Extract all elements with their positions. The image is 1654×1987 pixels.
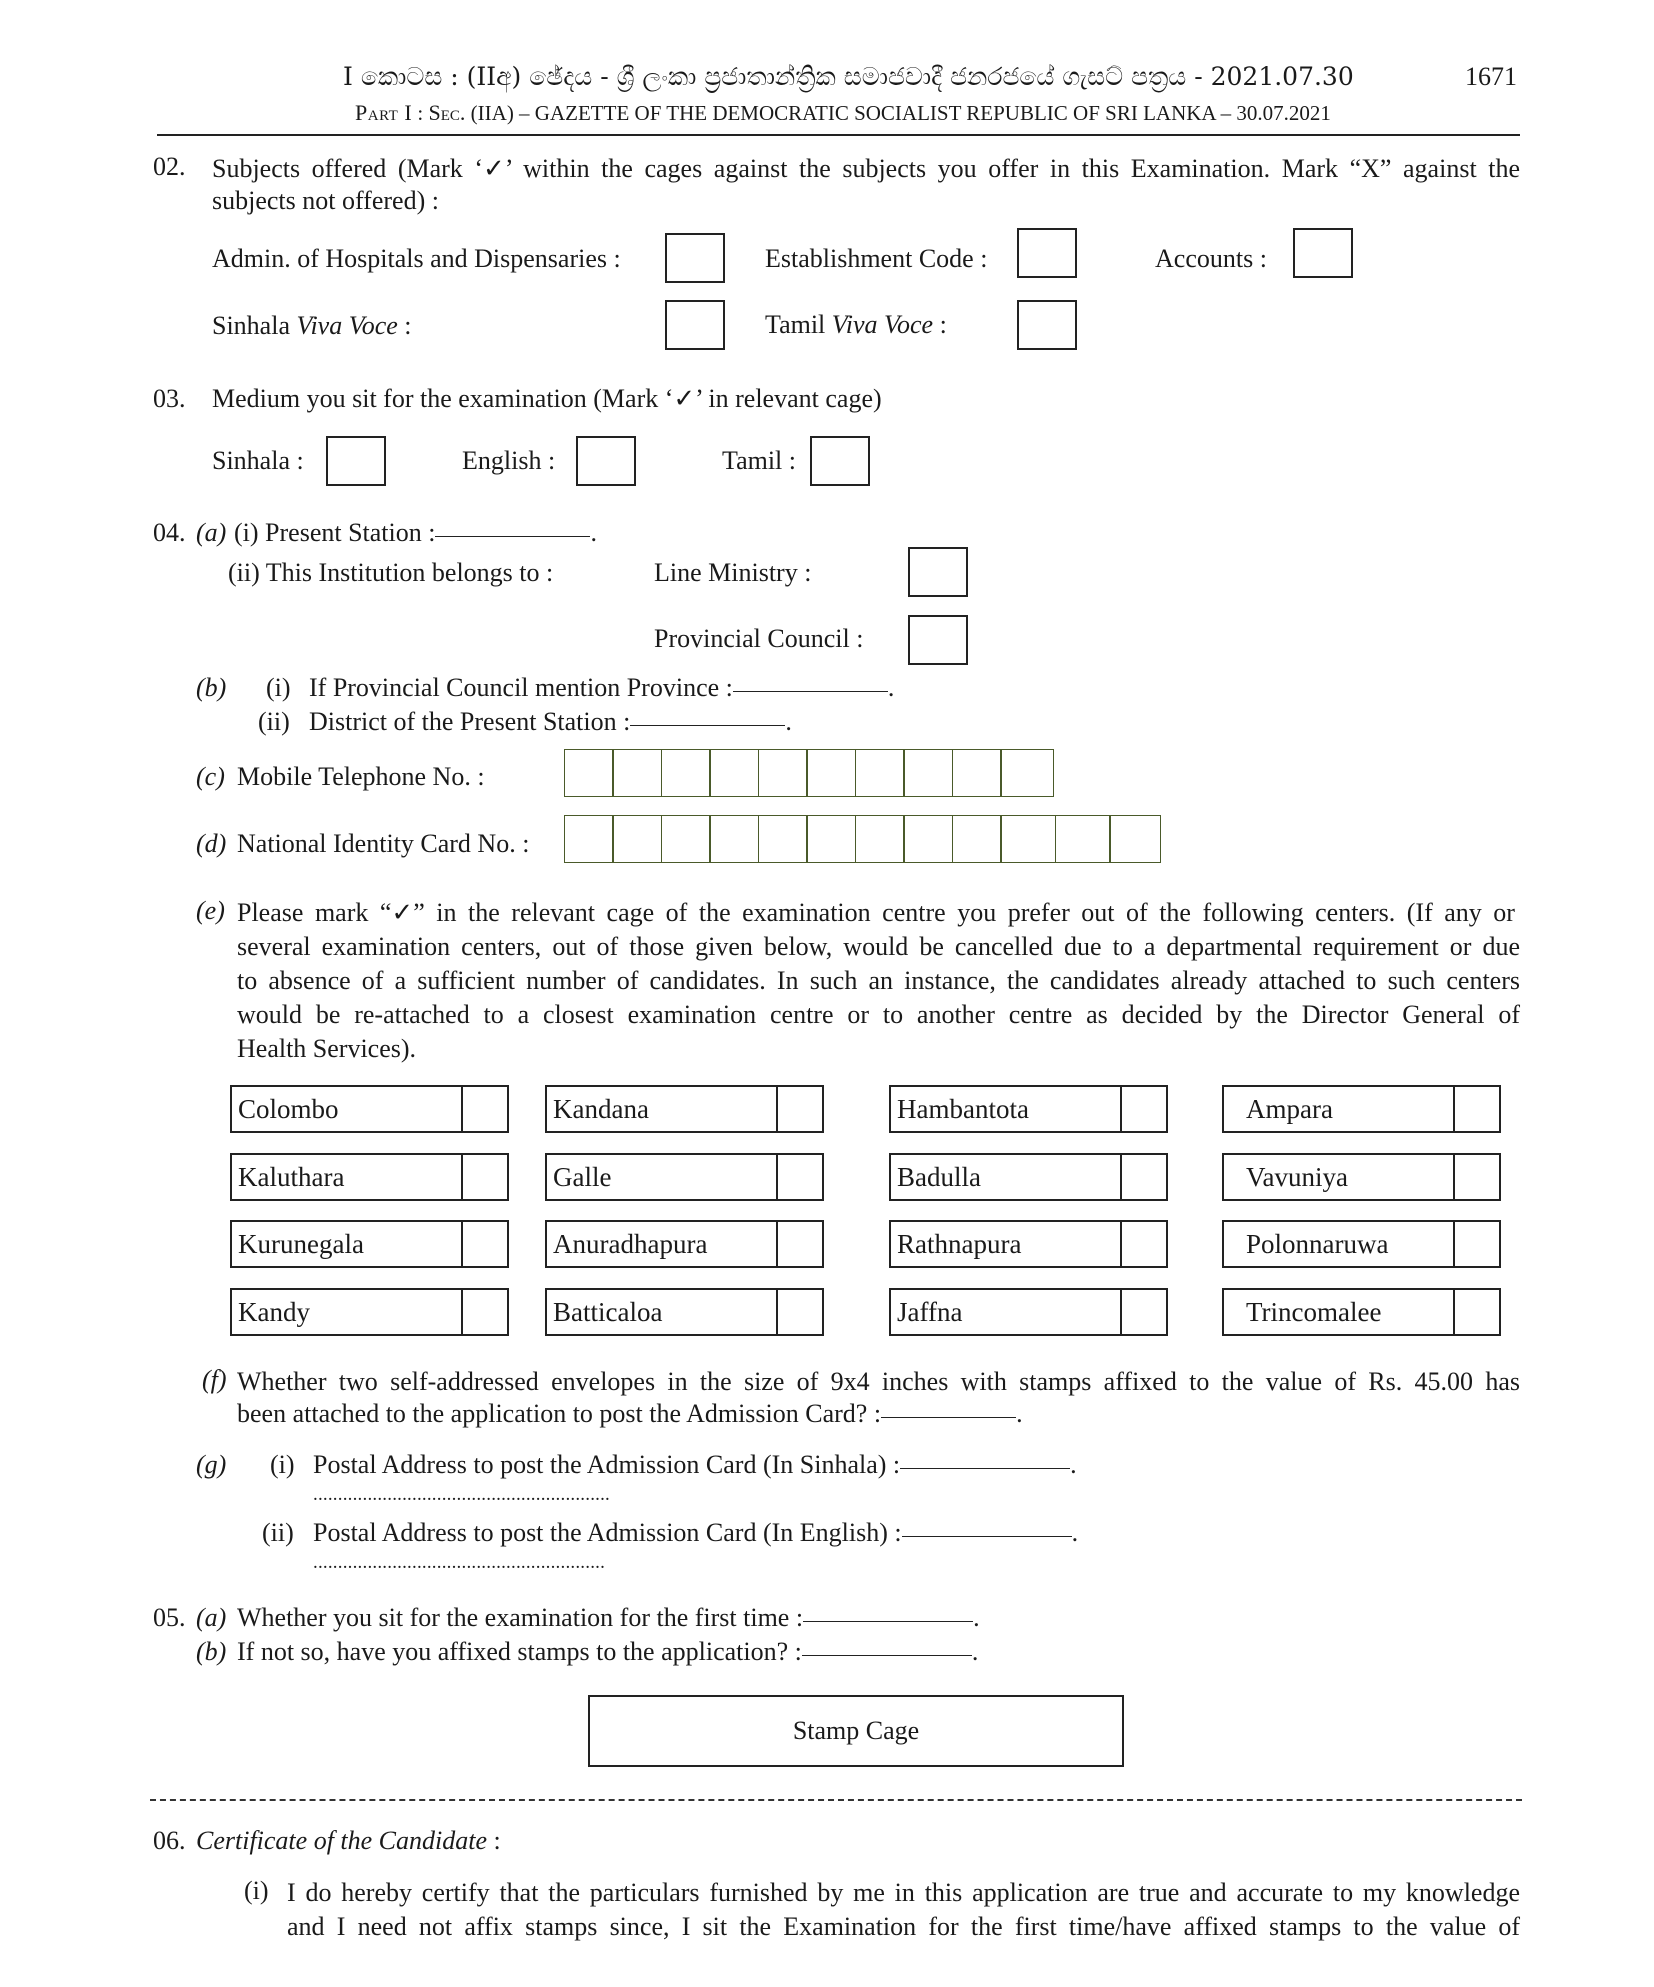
centre-checkbox[interactable] bbox=[463, 1290, 507, 1334]
centre-checkbox[interactable] bbox=[1455, 1087, 1499, 1131]
centre-checkbox[interactable] bbox=[1455, 1155, 1499, 1199]
address-english-dots[interactable]: ........................................................... bbox=[313, 1552, 606, 1573]
centre-name: Anuradhapura bbox=[547, 1222, 778, 1266]
s06-i-line1: I do hereby certify that the particulars furnished by me in this application are true and accurate to my knowledge bbox=[287, 1878, 1520, 1907]
header-english-line bbox=[355, 100, 1331, 126]
address-sinhala-dots[interactable]: ............................................................ bbox=[313, 1484, 610, 1505]
checkbox-medium-english[interactable] bbox=[576, 436, 636, 486]
centre-checkbox[interactable] bbox=[778, 1222, 822, 1266]
s04-b-i bbox=[309, 673, 894, 703]
nic-digit-cell[interactable] bbox=[1109, 815, 1161, 863]
header-sec: Sec. bbox=[428, 100, 466, 125]
centre-name: Jaffna bbox=[891, 1290, 1122, 1334]
e-line-1: Please mark “✓” in the relevant cage of the examination centre you prefer out of the following centers. (If any or bbox=[237, 898, 1515, 927]
nic-digit-cell[interactable] bbox=[564, 815, 614, 863]
centre-checkbox[interactable] bbox=[778, 1290, 822, 1334]
centre-name: Kandy bbox=[232, 1290, 463, 1334]
s02-line1: Subjects offered (Mark ‘✓’ within the cages against the subjects you offer in this Examination. Mark “X” against the bbox=[212, 154, 1520, 183]
viva-voce-word: Viva Voce bbox=[296, 311, 398, 340]
label-line-ministry: Line Ministry : bbox=[654, 558, 812, 587]
nic-digit-cell[interactable] bbox=[612, 815, 662, 863]
s04-b-label: (b) bbox=[196, 673, 227, 702]
s03-number: 03. bbox=[153, 384, 186, 413]
centre-name: Colombo bbox=[232, 1087, 463, 1131]
checkbox-establishment-code[interactable] bbox=[1017, 228, 1077, 278]
s04-f-label: (f) bbox=[202, 1365, 227, 1394]
colon: : bbox=[404, 311, 412, 340]
nic-digit-cell[interactable] bbox=[758, 815, 808, 863]
centre-checkbox[interactable] bbox=[1455, 1222, 1499, 1266]
period: . bbox=[1071, 1518, 1079, 1547]
centre-name: Kaluthara bbox=[232, 1155, 463, 1199]
centre-name: Polonnaruwa bbox=[1224, 1222, 1455, 1266]
header-colon: : bbox=[417, 101, 424, 125]
checkbox-medium-tamil[interactable] bbox=[810, 436, 870, 486]
centre-checkbox[interactable] bbox=[1455, 1290, 1499, 1334]
district-label: District of the Present Station : bbox=[309, 707, 631, 736]
label-provincial-council: Provincial Council : bbox=[654, 624, 864, 653]
label-tamil-viva bbox=[765, 310, 947, 340]
s04-a-ii: (ii) This Institution belongs to : bbox=[228, 558, 554, 587]
centre-checkbox[interactable] bbox=[463, 1222, 507, 1266]
mobile-digit-cell[interactable] bbox=[806, 749, 856, 797]
header-part: Part I bbox=[355, 100, 413, 125]
centre-anuradhapura[interactable] bbox=[545, 1220, 824, 1268]
header-rule bbox=[157, 134, 1520, 136]
s04-b-ii-num: (ii) bbox=[258, 707, 290, 736]
centre-kandy[interactable] bbox=[230, 1288, 509, 1336]
s06-number: 06. bbox=[153, 1826, 186, 1855]
s04-c-label: (c) bbox=[196, 762, 225, 791]
centre-kurunegala[interactable] bbox=[230, 1220, 509, 1268]
s05-b-label: (b) bbox=[196, 1637, 227, 1666]
centre-ampara[interactable] bbox=[1222, 1085, 1501, 1133]
period: . bbox=[973, 1603, 980, 1632]
nic-digit-cell[interactable] bbox=[806, 815, 856, 863]
checkbox-accounts[interactable] bbox=[1293, 228, 1353, 278]
district-blank[interactable] bbox=[630, 725, 785, 726]
nic-digit-cell[interactable] bbox=[709, 815, 759, 863]
page-number: 1671 bbox=[1465, 62, 1517, 91]
centre-checkbox[interactable] bbox=[463, 1087, 507, 1131]
f-line-2 bbox=[237, 1399, 1023, 1429]
centre-name: Galle bbox=[547, 1155, 778, 1199]
nic-digit-cell[interactable] bbox=[855, 815, 905, 863]
nic-digit-cell[interactable] bbox=[1055, 815, 1111, 863]
province-label: If Provincial Council mention Province : bbox=[309, 673, 733, 702]
colon: : bbox=[493, 1826, 501, 1855]
centre-checkbox[interactable] bbox=[778, 1155, 822, 1199]
period: . bbox=[1016, 1399, 1023, 1428]
address-english-label: Postal Address to post the Admission Card (In English) : bbox=[313, 1518, 902, 1547]
checkbox-line-ministry[interactable] bbox=[908, 547, 968, 597]
s04-g-label: (g) bbox=[196, 1450, 227, 1479]
mobile-digit-cell[interactable] bbox=[564, 749, 614, 797]
s06-title bbox=[196, 1826, 501, 1856]
s04-e-label: (e) bbox=[196, 896, 225, 925]
mobile-digit-cell[interactable] bbox=[952, 749, 1002, 797]
e-line-2: several examination centers, out of those given below, would be cancelled due to a departmental requirement or due bbox=[237, 932, 1520, 961]
s05-a-line bbox=[237, 1603, 980, 1633]
s05-a-label: (a) bbox=[196, 1603, 227, 1632]
first-time-blank[interactable] bbox=[803, 1621, 973, 1622]
s06-i-line2: and I need not affix stamps since, I sit the Examination for the first time/have affixed stamps to the value of bbox=[287, 1912, 1520, 1941]
centre-checkbox[interactable] bbox=[1122, 1087, 1166, 1131]
checkbox-provincial-council[interactable] bbox=[908, 615, 968, 665]
s04-number: 04. bbox=[153, 518, 186, 547]
centre-polonnaruwa[interactable] bbox=[1222, 1220, 1501, 1268]
centre-checkbox[interactable] bbox=[1122, 1155, 1166, 1199]
mobile-digit-cell[interactable] bbox=[661, 749, 711, 797]
centre-name: Batticaloa bbox=[547, 1290, 778, 1334]
mobile-digit-cell[interactable] bbox=[612, 749, 662, 797]
centre-name: Hambantota bbox=[891, 1087, 1122, 1131]
s04-a-i bbox=[234, 518, 597, 548]
checkbox-admin-hospitals[interactable] bbox=[665, 233, 725, 283]
f-line-1: Whether two self-addressed envelopes in the size of 9x4 inches with stamps affixed to the value of Rs. 45.00 has bbox=[237, 1367, 1520, 1396]
centre-rathnapura[interactable] bbox=[889, 1220, 1168, 1268]
nic-digit-cell[interactable] bbox=[903, 815, 953, 863]
s03-line: Medium you sit for the examination (Mark ‘✓’ in relevant cage) bbox=[212, 384, 882, 413]
centre-name: Vavuniya bbox=[1224, 1155, 1455, 1199]
stamp-cage[interactable] bbox=[588, 1695, 1124, 1767]
centre-colombo[interactable] bbox=[230, 1085, 509, 1133]
centre-name: Badulla bbox=[891, 1155, 1122, 1199]
s06-i-num: (i) bbox=[244, 1876, 269, 1905]
e-line-5: Health Services). bbox=[237, 1034, 417, 1063]
checkbox-sinhala-viva[interactable] bbox=[665, 300, 725, 350]
centre-name: Trincomalee bbox=[1224, 1290, 1455, 1334]
s05-number: 05. bbox=[153, 1603, 186, 1632]
label-medium-sinhala: Sinhala : bbox=[212, 446, 304, 475]
period: . bbox=[1070, 1450, 1077, 1479]
centre-jaffna[interactable] bbox=[889, 1288, 1168, 1336]
label-medium-english: English : bbox=[462, 446, 556, 475]
label-establishment-code: Establishment Code : bbox=[765, 244, 988, 273]
address-english-blank[interactable] bbox=[902, 1536, 1072, 1537]
label-admin-hospitals: Admin. of Hospitals and Dispensaries : bbox=[212, 244, 621, 273]
checkbox-medium-sinhala[interactable] bbox=[326, 436, 386, 486]
sinhala-word: Sinhala bbox=[212, 311, 290, 340]
label-medium-tamil: Tamil : bbox=[722, 446, 797, 475]
mobile-digit-cell[interactable] bbox=[903, 749, 953, 797]
stamps-question: If not so, have you affixed stamps to the application? : bbox=[237, 1637, 802, 1666]
centre-checkbox[interactable] bbox=[1122, 1290, 1166, 1334]
present-station-label: (i) Present Station : bbox=[234, 518, 436, 547]
e-line-3: to absence of a sufficient number of candidates. In such an instance, the candidates already attached to such centers bbox=[237, 966, 1520, 995]
s02-number: 02. bbox=[153, 152, 186, 181]
stamps-blank[interactable] bbox=[802, 1655, 972, 1656]
header-rest: (IIA) – GAZETTE OF THE DEMOCRATIC SOCIALIST REPUBLIC OF SRI LANKA – 30.07.2021 bbox=[470, 101, 1331, 125]
s05-b-line bbox=[237, 1637, 978, 1667]
centre-checkbox[interactable] bbox=[1122, 1222, 1166, 1266]
mobile-digit-cell[interactable] bbox=[855, 749, 905, 797]
nic-digit-cell[interactable] bbox=[661, 815, 711, 863]
centre-galle[interactable] bbox=[545, 1153, 824, 1201]
nic-digit-cell[interactable] bbox=[1000, 815, 1056, 863]
s02-line2: subjects not offered) : bbox=[212, 186, 439, 215]
centre-kaluthara[interactable] bbox=[230, 1153, 509, 1201]
nic-label: National Identity Card No. : bbox=[237, 829, 530, 858]
label-sinhala-viva bbox=[212, 311, 412, 341]
envelope-blank[interactable] bbox=[881, 1417, 1016, 1418]
stamp-cage-label: Stamp Cage bbox=[792, 1716, 920, 1745]
s04-b-ii bbox=[309, 707, 792, 737]
mobile-number-grid[interactable] bbox=[565, 749, 1054, 797]
header-sinhala-line: I කොටස : (IIඅ) ඡේදය - ශ්‍රී ලංකා ප්‍රජාතාන්ත්‍රික සමාජවාදී ජනරජයේ ගැසට් පත්‍රය - 2021.07.30 bbox=[343, 62, 1354, 91]
s04-g-i-num: (i) bbox=[270, 1450, 295, 1479]
mobile-digit-cell[interactable] bbox=[758, 749, 808, 797]
period: . bbox=[971, 1637, 979, 1666]
envelope-question: been attached to the application to post the Admission Card? : bbox=[237, 1399, 882, 1428]
centre-name: Kandana bbox=[547, 1087, 778, 1131]
centre-trincomalee[interactable] bbox=[1222, 1288, 1501, 1336]
centre-vavuniya[interactable] bbox=[1222, 1153, 1501, 1201]
colon: : bbox=[939, 310, 947, 339]
g-i-line bbox=[313, 1450, 1077, 1480]
s04-a-label: (a) bbox=[196, 518, 227, 547]
centre-name: Kurunegala bbox=[232, 1222, 463, 1266]
centre-checkbox[interactable] bbox=[463, 1155, 507, 1199]
mobile-label: Mobile Telephone No. : bbox=[237, 762, 485, 791]
period: . bbox=[590, 518, 597, 547]
period: . bbox=[785, 707, 792, 736]
viva-voce-word: Viva Voce bbox=[831, 310, 934, 339]
present-station-blank[interactable] bbox=[435, 536, 590, 537]
mobile-digit-cell[interactable] bbox=[1000, 749, 1054, 797]
centre-name: Rathnapura bbox=[891, 1222, 1122, 1266]
first-time-question: Whether you sit for the examination for the first time : bbox=[237, 1603, 804, 1632]
g-ii-line bbox=[313, 1518, 1078, 1548]
mobile-digit-cell[interactable] bbox=[709, 749, 759, 797]
e-line-4: would be re-attached to a closest examination centre or to another centre as decided by the Director General of bbox=[237, 1000, 1520, 1029]
s04-b-i-num: (i) bbox=[266, 673, 291, 702]
centre-hambantota[interactable] bbox=[889, 1085, 1168, 1133]
address-sinhala-blank[interactable] bbox=[900, 1468, 1070, 1469]
centre-batticaloa[interactable] bbox=[545, 1288, 824, 1336]
dashed-separator bbox=[150, 1799, 1522, 1801]
certificate-title: Certificate of the Candidate bbox=[196, 1826, 488, 1855]
s04-d-label: (d) bbox=[196, 829, 227, 858]
checkbox-tamil-viva[interactable] bbox=[1017, 300, 1077, 350]
centre-checkbox[interactable] bbox=[778, 1087, 822, 1131]
nic-number-grid[interactable] bbox=[565, 815, 1161, 863]
label-accounts: Accounts : bbox=[1155, 244, 1267, 273]
centre-badulla[interactable] bbox=[889, 1153, 1168, 1201]
centre-kandana[interactable] bbox=[545, 1085, 824, 1133]
s04-g-ii-num: (ii) bbox=[262, 1518, 294, 1547]
nic-digit-cell[interactable] bbox=[952, 815, 1002, 863]
province-blank[interactable] bbox=[733, 691, 888, 692]
address-sinhala-label: Postal Address to post the Admission Card (In Sinhala) : bbox=[313, 1450, 901, 1479]
period: . bbox=[887, 673, 895, 702]
centre-name: Ampara bbox=[1224, 1087, 1455, 1131]
tamil-word: Tamil bbox=[765, 310, 826, 339]
